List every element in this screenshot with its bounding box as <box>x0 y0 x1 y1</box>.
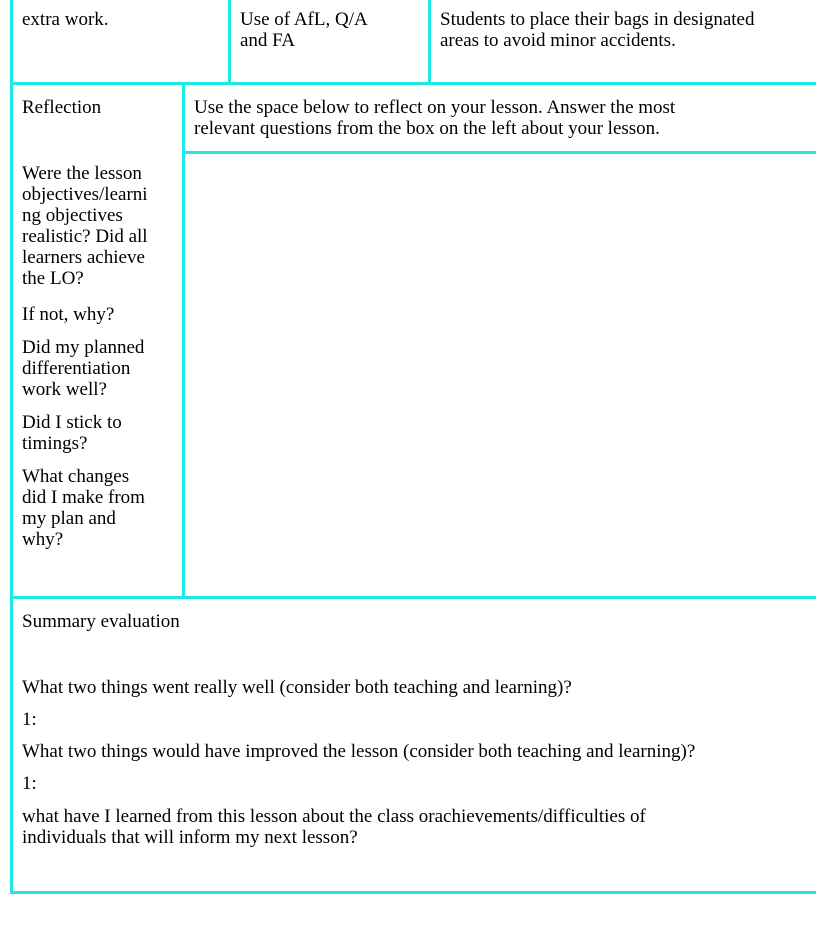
reflection-instructions-line-2: relevant questions from the box on the left about your lesson. <box>194 118 660 139</box>
summary-answer-2: 1: <box>22 773 37 794</box>
reflection-question-2 <box>22 304 114 325</box>
question-4-line: timings? <box>22 433 88 454</box>
reflection-question-3 <box>22 337 144 400</box>
reflection-question-4 <box>22 412 122 454</box>
question-3-line: work well? <box>22 379 107 400</box>
question-3-line: Did my planned <box>22 337 145 358</box>
col-divider-1 <box>228 0 231 82</box>
question-4-line: Did I stick to <box>22 412 122 433</box>
question-2-line: If not, why? <box>22 304 115 325</box>
col-divider-2 <box>428 0 431 82</box>
summary-question-3-line-1: what have I learned from this lesson about the class orachievements/difficulties of <box>22 806 646 827</box>
summary-question-2: What two things would have improved the lesson (consider both teaching and learning)? <box>22 741 696 762</box>
summary-question-3 <box>22 806 646 848</box>
question-3-line: differentiation <box>22 358 131 379</box>
row-divider-summary <box>10 596 816 599</box>
question-1-line: Were the lesson <box>22 163 142 184</box>
safety-line-1: Students to place their bags in designated <box>440 9 755 30</box>
row-divider-top <box>10 82 816 85</box>
cell-extra-work: extra work. <box>22 9 109 30</box>
question-1-line: ng objectives <box>22 205 123 226</box>
question-5-line: my plan and <box>22 508 116 529</box>
summary-question-3-line-2: individuals that will inform my next lesson? <box>22 827 358 848</box>
table-left-border <box>10 0 13 894</box>
assessment-line-2: and FA <box>240 30 296 51</box>
question-5-line: did I make from <box>22 487 145 508</box>
summary-answer-1: 1: <box>22 709 37 730</box>
assessment-line-1: Use of AfL, Q/A <box>240 9 368 30</box>
question-5-line: why? <box>22 529 64 550</box>
reflection-answer-area[interactable] <box>185 154 816 596</box>
question-5-line: What changes <box>22 466 130 487</box>
reflection-question-1 <box>22 163 148 289</box>
table-bottom-border <box>10 891 816 894</box>
safety-line-2: areas to avoid minor accidents. <box>440 30 676 51</box>
cell-safety <box>440 9 754 51</box>
reflection-instructions <box>194 97 675 139</box>
question-1-line: objectives/learni <box>22 184 148 205</box>
question-1-line: the LO? <box>22 268 84 289</box>
summary-title: Summary evaluation <box>22 611 180 632</box>
question-1-line: realistic? Did all <box>22 226 148 247</box>
summary-question-1: What two things went really well (consider both teaching and learning)? <box>22 677 572 698</box>
reflection-label: Reflection <box>22 97 102 118</box>
question-1-line: learners achieve <box>22 247 145 268</box>
reflection-question-5 <box>22 466 145 550</box>
cell-assessment <box>240 9 368 51</box>
reflection-instructions-line-1: Use the space below to reflect on your lesson. Answer the most <box>194 97 676 118</box>
